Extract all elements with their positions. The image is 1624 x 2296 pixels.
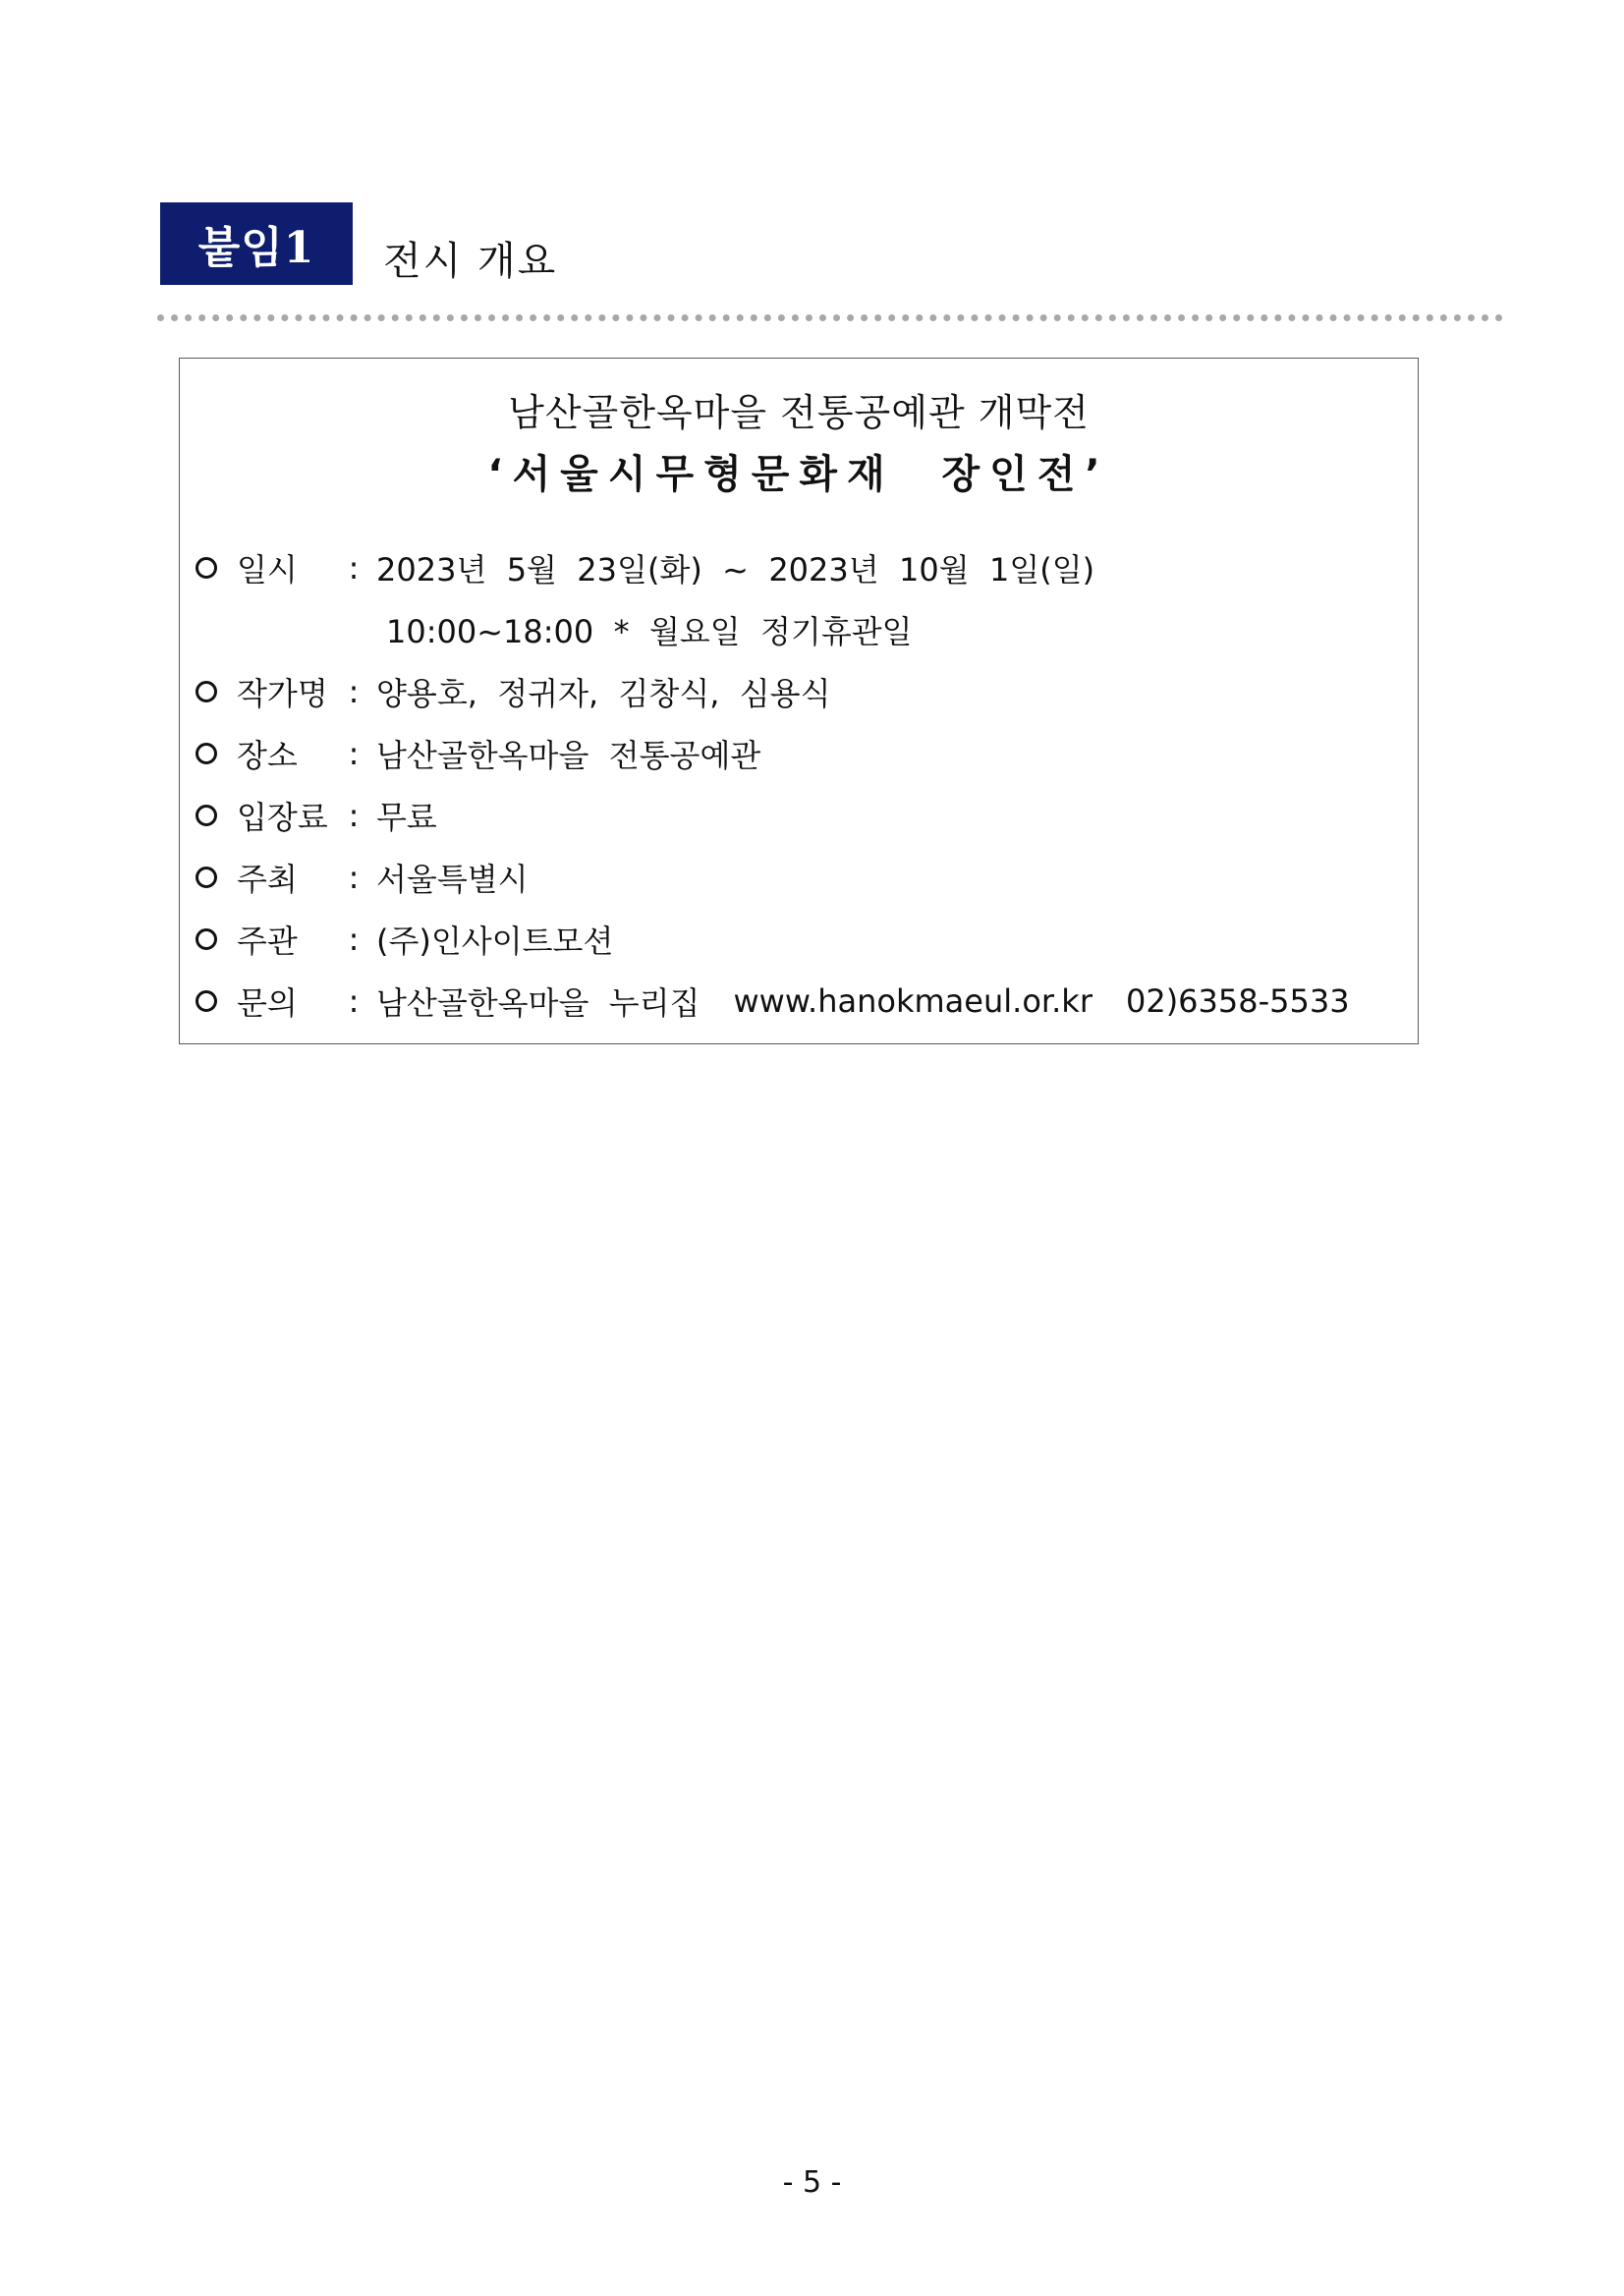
info-label: 작가명 [237,675,328,712]
info-row-schedule [196,545,1094,590]
info-colon: : [348,797,360,834]
info-value: 양용호, 정귀자, 김창식, 심용식 [376,675,831,712]
info-row-host [196,855,529,900]
info-value: 10:00~18:00 * 월요일 정기휴관일 [386,613,913,650]
info-value: 남산골한옥마을 전통공예관 [376,737,761,774]
info-label: 주관 [237,923,298,960]
exhibition-title: 남산골한옥마을 전통공예관 개막전 [508,391,1090,434]
circle-bullet-icon [196,805,217,826]
circle-bullet-icon [196,557,217,579]
website-link[interactable]: www.hanokmaeul.or.kr [733,982,1092,1020]
info-label: 입장료 [237,799,328,836]
info-value: (주)인사이트모션 [376,923,614,960]
info-value: 무료 [376,799,437,836]
info-row-venue [196,731,760,776]
info-colon: : [348,982,360,1020]
circle-bullet-icon [196,867,217,888]
info-row-artists [196,669,831,714]
info-value: 2023년 5월 23일(화) ~ 2023년 10월 1일(일) [376,551,1095,588]
info-label: 일시 [237,551,298,588]
info-colon: : [348,549,360,587]
info-row-admission [196,793,437,838]
exhibition-subtitle: ‘서울시무형문화재 장인전’ [487,452,1110,497]
info-row-organizer [196,917,613,962]
info-colon: : [348,859,360,896]
info-row-inquiry [196,979,1350,1024]
info-colon: : [348,921,360,958]
exhibition-info-box [179,358,1419,1044]
info-label: 주최 [237,861,298,898]
info-value: 서울특별시 [376,861,529,898]
attachment-tag [160,202,353,285]
circle-bullet-icon [196,681,217,702]
dotted-divider [157,314,1503,321]
section-heading: 전시 개요 [383,239,558,284]
circle-bullet-icon [196,743,217,764]
info-value: 남산골한옥마을 누리집 [376,984,700,1022]
attachment-tag-label: 붙임1 [197,223,315,273]
info-label: 장소 [237,737,298,774]
phone-number: 02)6358-5533 [1125,982,1350,1020]
info-colon: : [348,735,360,772]
info-row-hours [386,607,913,652]
page-number: - 5 - [782,2165,842,2200]
circle-bullet-icon [196,990,217,1012]
info-label: 문의 [237,984,298,1022]
circle-bullet-icon [196,928,217,950]
info-colon: : [348,673,360,710]
